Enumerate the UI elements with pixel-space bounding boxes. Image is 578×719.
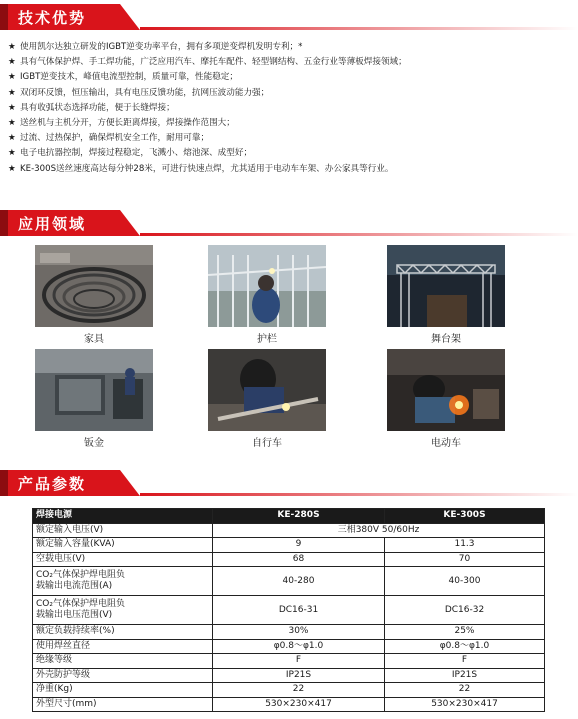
table-row: 额定负载持续率(%) 30% 25%: [33, 625, 545, 640]
table-header-row: [33, 509, 545, 524]
header-cell: KE-280S: [213, 509, 385, 524]
star-icon: ★: [8, 163, 16, 174]
sheet-metal-photo: [35, 349, 153, 431]
furniture-photo: [35, 245, 153, 327]
table-row: 额定输入电压(V) 三相380V 50/60Hz: [33, 523, 545, 538]
app-caption: 舞台架: [431, 334, 461, 345]
section-title-apps: 应用领域: [18, 215, 87, 233]
feature-item: ★ 电子电抗器控制，焊接过程稳定，飞溅小、熔池深、成型好；: [8, 146, 574, 161]
app-furniture: [35, 245, 153, 345]
feature-item: ★ 双闭环反馈，恒压输出，具有电压反馈功能，抗网压波动能力强；: [8, 86, 574, 101]
app-caption: 自行车: [252, 438, 282, 449]
guardrail-photo: [208, 245, 326, 327]
app-bicycle: [208, 349, 326, 449]
section-header-params: [0, 470, 578, 496]
app-sheet-metal: [35, 349, 153, 449]
section-title-tech: 技术优势: [18, 9, 87, 27]
app-ebike: [387, 349, 505, 449]
star-icon: ★: [8, 118, 16, 129]
app-caption: 电动车: [431, 438, 461, 449]
star-icon: ★: [8, 102, 16, 113]
feature-item: ★ 具有收弧状态选择功能，便于长缝焊接；: [8, 101, 574, 116]
ebike-photo: [387, 349, 505, 431]
section-header-tech: [0, 4, 578, 30]
table-row: 空载电压(V) 68 70: [33, 552, 545, 567]
feature-item: ★ 使用凯尔达独立研发的IGBT逆变功率平台，拥有多项逆变焊机发明专利；*: [8, 40, 574, 55]
star-icon: ★: [8, 72, 16, 83]
star-icon: ★: [8, 42, 16, 52]
app-caption: 钣金: [84, 438, 104, 449]
feature-item: ★ IGBT逆变技术，峰值电流型控制，质量可靠，性能稳定；: [8, 70, 574, 85]
header-cell: KE-300S: [385, 509, 545, 524]
bicycle-photo: [208, 349, 326, 431]
app-caption: 护栏: [257, 334, 277, 345]
star-icon: ★: [8, 133, 16, 144]
table-row: 净重(Kg) 22 22: [33, 683, 545, 698]
table-row: 绝缘等级 F F: [33, 654, 545, 669]
app-caption: 家具: [84, 334, 104, 345]
star-icon: ★: [8, 57, 16, 68]
table-row: 外壳防护等级 IP21S IP21S: [33, 668, 545, 683]
table-row: 外型尺寸(mm) 530×230×417 530×230×417: [33, 697, 545, 712]
feature-list: [8, 40, 574, 177]
star-icon: ★: [8, 87, 16, 98]
feature-item: ★ 具有气体保护焊、手工焊功能，广泛应用汽车、摩托车配件、轻型钢结构、五金行业等薄板焊接领域；: [8, 55, 574, 70]
app-guardrail: [208, 245, 326, 345]
feature-item: ★ KE-300S送丝速度高达每分钟28米，可进行快速点焊，尤其适用于电动车车架、办公家具等行业。: [8, 162, 574, 177]
feature-item: ★ 送丝机与主机分开，方便长距离焊接，焊接操作范围大；: [8, 116, 574, 131]
table-row: 使用焊丝直径 φ0.8～φ1.0 φ0.8～φ1.0: [33, 639, 545, 654]
table-row: CO₂气体保护焊电阻负 载输出电流范围(A) 40-280 40-300: [33, 567, 545, 596]
feature-item: ★ 过流、过热保护，确保焊机安全工作，耐用可靠；: [8, 131, 574, 146]
app-stage: [387, 245, 505, 345]
section-title-params: 产品参数: [18, 475, 87, 493]
table-row: 额定输入容量(KVA) 9 11.3: [33, 538, 545, 553]
table-row: CO₂气体保护焊电阻负 载输出电压范围(V) DC16-31 DC16-32: [33, 596, 545, 625]
spec-table: [32, 508, 545, 712]
stage-photo: [387, 245, 505, 327]
section-header-apps: [0, 210, 578, 236]
star-icon: ★: [8, 148, 16, 159]
header-cell: 焊接电源: [33, 509, 213, 524]
